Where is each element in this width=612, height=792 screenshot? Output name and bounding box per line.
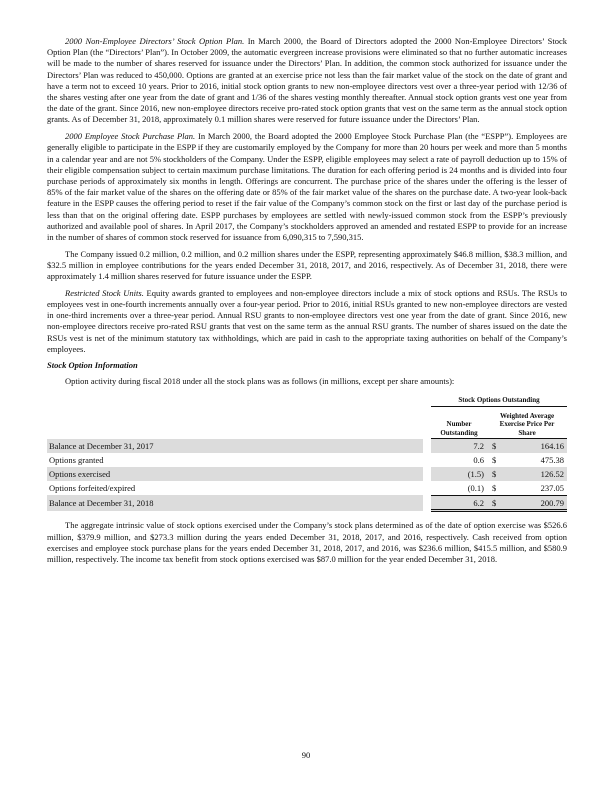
- table-row: Options granted 0.6 $ 475.38: [49, 455, 564, 466]
- table-row: Options exercised (1.5) $ 126.52: [47, 467, 567, 481]
- rsu-lead: Restricted Stock Units.: [65, 287, 144, 298]
- section-heading: Stock Option Information: [47, 360, 138, 371]
- table-intro: Option activity during fiscal 2018 under all the stock plans was as follows (in millions, except per share amounts):: [65, 376, 455, 387]
- rsu-paragraph: [47, 288, 567, 355]
- page-number: 90: [301, 750, 311, 760]
- table-row: Balance at December 31, 2017 7.2 $ 164.16: [47, 439, 567, 453]
- table-row: Options forfeited/expired (0.1) $ 237.05: [49, 482, 564, 494]
- document-page: [47, 36, 567, 571]
- table-row-total: Balance at December 31, 2018 6.2 $ 200.79: [47, 495, 567, 511]
- rsu-text: Equity awards granted to employees and non-employee directors include a mix of stock options and RSUs. The RSUs to employees vest in one-fourth increments annually over a four-year period. Prior to 2016, initial RSUs granted to new non-employee directors are vested in one-third increments over a three-year period. Annual RSU grants to non-employee directors vest one year from the date of grant. Since 2016, new non-employee directors receive pro-rated RSU grants that vest on the same term as the annual RSU grants. The number of shares issued on the date the RSUs vest is net of the minimum statutory tax withholdings, which are paid in cash to the appropriate taxing authorities on behalf of the Company’s employees.: [47, 287, 567, 354]
- directors-plan-lead: 2000 Non-Employee Directors’ Stock Option Plan.: [65, 36, 245, 46]
- espp-lead: 2000 Employee Stock Purchase Plan.: [65, 131, 196, 142]
- group-header: Stock Options Outstanding: [431, 393, 567, 407]
- espp-paragraph: [47, 131, 567, 243]
- option-activity-table: [47, 393, 567, 512]
- intrinsic-value-paragraph: The aggregate intrinsic value of stock options exercised under the Company’s stock plans determined as of the date of option exercise was $526.6 million, $379.9 million, and $273.3 million during the years ended December 31, 2018, 2017, and 2016, respectively. Cash received from option exercises and employee stock purchase plans for the years ended December 31, 2018, 2017, and 2016, was $236.6 million, $415.5 million, and $580.9 million, respectively. The income tax benefit from stock options exercised was $87.0 million for the year ended December 31, 2018.: [47, 520, 567, 565]
- table-group-header-row: [47, 393, 567, 407]
- espp-text: In March 2000, the Board adopted the 2000 Employee Stock Purchase Plan (the “ESPP”). Employees are generally eligible to participate in the ESPP if they are customarily employed by the Company for more than 20 hours per week and more than 5 months in a calendar year and are not 5% stockholders of the Company. Under the ESPP, eligible employees may select a rate of payroll deduction up to 15% of their eligible compensation subject to certain maximum purchase limitations. The duration for each offering period is 24 months and is divided into four purchase periods of approximately six months in length. Offerings are concurrent. The purchase price of the shares under the offering is the lesser of 85% of the fair market value of the shares on the offering date or 85% of the fair market value of the shares on the purchase date. A two-year look-back feature in the ESPP causes the offering period to reset if the fair value of the Company’s common stock on the first or last day of the purchase period is less than that on the original offering date. ESPP purchases by employees are settled with newly-issued common stock from the ESPP’s previously authorized and available pool of shares. In April 2017, the Company’s stockholders approved an amended and restated ESPP to provide for an increase in the number of shares of common stock reserved for issuance from 6,090,315 to 7,590,315.: [47, 131, 567, 242]
- directors-plan-text: In March 2000, the Board of Directors adopted the 2000 Non-Employee Directors’ Stock Option Plan (the “Directors’ Plan”). In October 2009, the automatic evergreen increase provisions were eliminated so that no further automatic increases will be made to the number of shares reserved for issuance under the Directors’ Plan. In addition, the common stock authorized for issuance under the Directors’ Plan was reduced to 450,000. Options are granted at an exercise price not less than the fair market value of the stock on the date of grant and have a term not to exceed 10 years. Prior to 2016, initial stock option grants to new non-employee directors vest over a three-year period with 12/36 of the shares vesting after one year from the date of grant and 1/36 of the shares vesting monthly thereafter. Annual stock option grants vest one year from the date of the grant. Since 2016, new non-employee directors receive pro-rated stock option grants that vest on the same term as the annual stock option grants. As of December 31, 2018, approximately 0.1 million shares were reserved for future issuance under the Directors’ Plan.: [47, 36, 567, 125]
- number-outstanding-header: Number Outstanding: [431, 407, 487, 439]
- espp-issuance-text: The Company issued 0.2 million, 0.2 million, and 0.2 million shares under the ESPP, representing approximately $46.8 million, $38.3 million, and $32.5 million in employee contributions for the years ended December 31, 2018, 2017, and 2016, respectively. As of December 31, 2018, there were approximately 1.4 million shares reserved for future issuance under the ESPP.: [47, 248, 567, 282]
- espp-issuance-paragraph: [47, 249, 567, 283]
- exercise-price-header: Weighted Average Exercise Price Per Share: [487, 407, 567, 439]
- table-column-header-row: [47, 407, 567, 439]
- directors-plan-paragraph: [47, 36, 567, 126]
